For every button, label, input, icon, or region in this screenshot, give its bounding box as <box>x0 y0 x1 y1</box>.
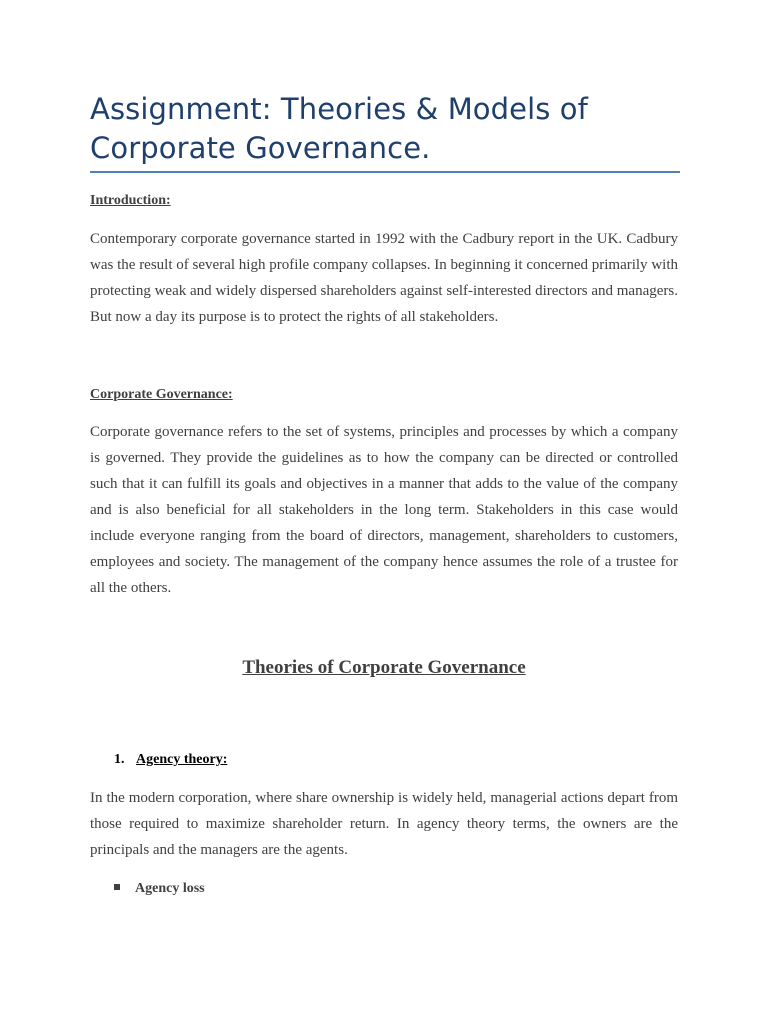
theories-section-title <box>0 656 768 680</box>
corporate-governance-heading: Corporate Governance: <box>90 387 233 402</box>
agency-theory-heading <box>114 751 227 769</box>
introduction-heading: Introduction: <box>90 193 171 208</box>
introduction-paragraph: Contemporary corporate governance started in 1992 with the Cadbury report in the UK. Cadbury was the result of several high profile company collapses. In beginning it concerned primarily with protecting weak and widely dispersed shareholders against self-interested directors and managers. But now a day its purpose is to protect the rights of all stakeholders. <box>90 231 678 325</box>
bullet-list-item <box>114 880 205 898</box>
corporate-governance-paragraph: Corporate governance refers to the set of systems, principles and processes by which a company is governed. They provide the guidelines as to how the company can be directed or controlled such that it can fulfill its goals and objectives in a manner that adds to the value of the company and is also beneficial for all stakeholders in the long term. Stakeholders in this case would include everyone ranging from the board of directors, management, shareholders to customers, employees and society. The management of the company hence assumes the role of a trustee for all the others. <box>90 424 678 596</box>
document-title: Assignment: Theories & Models of Corporate Governance. <box>90 92 588 165</box>
agency-loss-label: Agency loss <box>135 881 205 896</box>
list-number: 1. <box>114 752 125 767</box>
title-divider <box>90 171 680 173</box>
square-bullet-icon <box>114 884 120 890</box>
agency-theory-paragraph: In the modern corporation, where share ownership is widely held, managerial actions depart from those required to maximize shareholder return. In agency theory terms, the owners are the principals and the managers are the agents. <box>90 790 678 858</box>
theories-section-title-text: Theories of Corporate Governance <box>242 657 526 678</box>
agency-theory-label: Agency theory: <box>136 752 228 767</box>
